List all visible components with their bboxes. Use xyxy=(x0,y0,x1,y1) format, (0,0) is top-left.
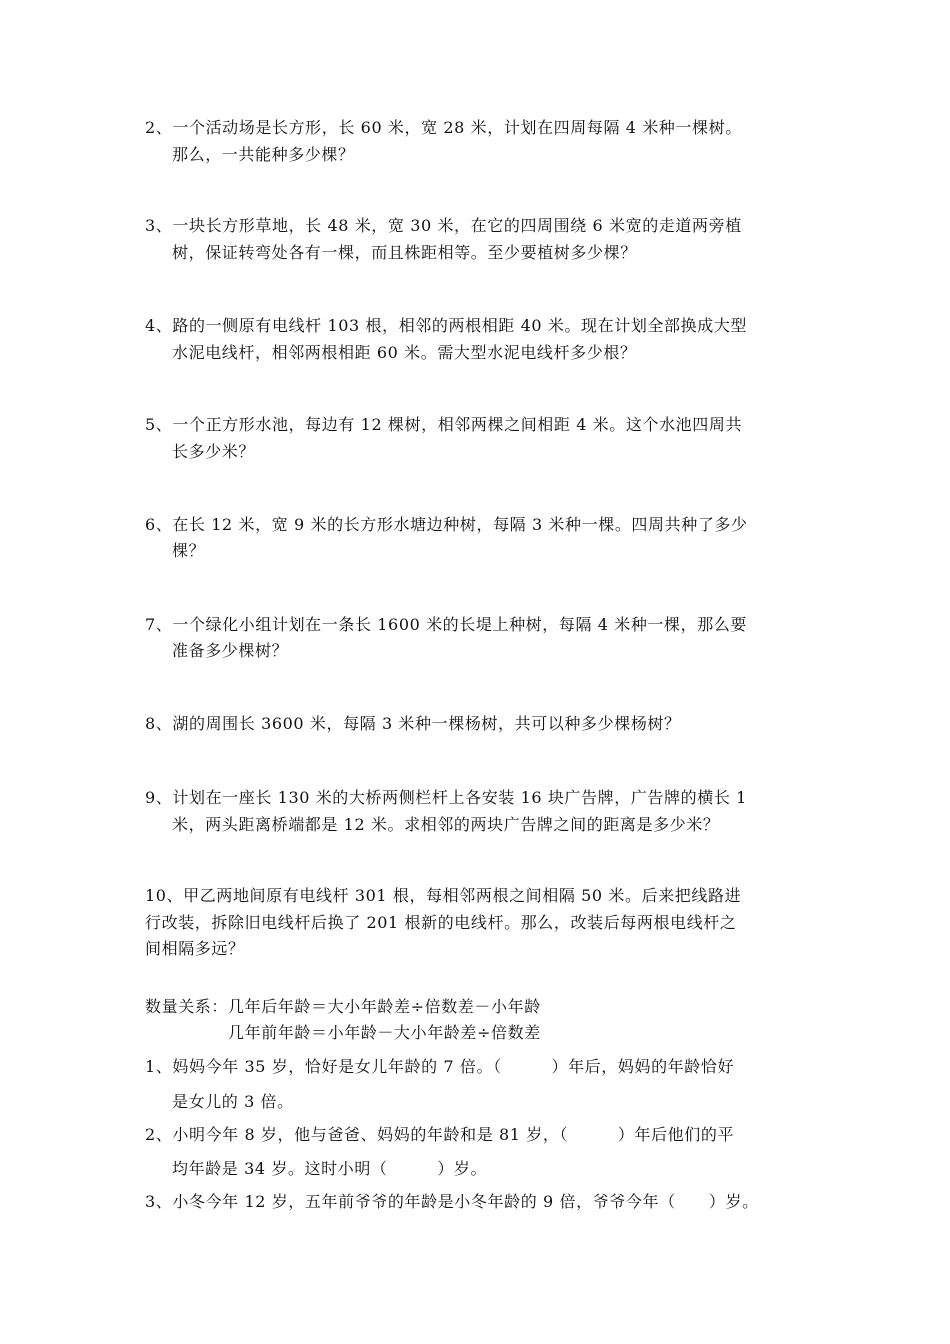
problem-4-line-2: 水泥电线杆，相邻两根相距 60 米。需大型水泥电线杆多少根？ xyxy=(172,343,637,362)
problem-6-line-2: 棵？ xyxy=(172,541,206,560)
problem-2-line-2: 那么，一共能种多少棵？ xyxy=(172,145,355,164)
relation-line-2: 几年前年龄＝小年龄－大小年龄差÷倍数差 xyxy=(228,1023,541,1042)
age-problem-3-line-1: 3、小冬今年 12 岁，五年前爷爷的年龄是小冬年龄的 9 倍，爷爷今年（ ）岁。 xyxy=(145,1192,759,1211)
age-problem-1-line-1: 1、妈妈今年 35 岁，恰好是女儿年龄的 7 倍。（ ）年后，妈妈的年龄恰好 xyxy=(145,1057,735,1076)
problem-9-line-1: 9、计划在一座长 130 米的大桥两侧栏杆上各安装 16 块广告牌，广告牌的横长 1 xyxy=(145,788,747,807)
problem-10-line-1: 10、甲乙两地间原有电线杆 301 根，每相邻两根之间相隔 50 米。后来把线路进 xyxy=(145,886,742,905)
problem-6-line-1: 6、在长 12 米，宽 9 米的长方形水塘边种树，每隔 3 米种一棵。四周共种了多少 xyxy=(145,515,748,534)
problem-3-line-2: 树，保证转弯处各有一棵，而且株距相等。至少要植树多少棵？ xyxy=(172,243,637,262)
problem-5-line-2: 长多少米？ xyxy=(172,442,256,461)
age-problem-1-line-2: 是女儿的 3 倍。 xyxy=(172,1092,294,1111)
problem-5-line-1: 5、一个正方形水池，每边有 12 棵树，相邻两棵之间相距 4 米。这个水池四周共 xyxy=(145,415,743,434)
problem-10-line-2: 行改装，拆除旧电线杆后换了 201 根新的电线杆。那么，改装后每两根电线杆之 xyxy=(145,913,737,932)
problem-2-line-1: 2、一个活动场是长方形，长 60 米，宽 28 米，计划在四周每隔 4 米种一棵树。 xyxy=(145,118,742,137)
age-problem-2-line-1: 2、小明今年 8 岁，他与爸爸、妈妈的年龄和是 81 岁，（ ）年后他们的平 xyxy=(145,1125,735,1144)
age-problem-2-line-2: 均年龄是 34 岁。这时小明（ ）岁。 xyxy=(172,1159,488,1178)
problem-10-line-3: 间相隔多远？ xyxy=(145,939,245,958)
relation-line-1: 数量关系：几年后年龄＝大小年龄差÷倍数差－小年龄 xyxy=(145,997,541,1016)
problem-3-line-1: 3、一块长方形草地，长 48 米，宽 30 米，在它的四周围绕 6 米宽的走道两旁植 xyxy=(145,216,742,235)
problem-7-line-2: 准备多少棵树？ xyxy=(172,641,289,660)
problem-7-line-1: 7、一个绿化小组计划在一条长 1600 米的长堤上种树，每隔 4 米种一棵，那么要 xyxy=(145,615,748,634)
problem-9-line-2: 米，两头距离桥端都是 12 米。求相邻的两块广告牌之间的距离是多少米？ xyxy=(172,815,720,834)
problem-8-line-1: 8、湖的周围长 3600 米，每隔 3 米种一棵杨树，共可以种多少棵杨树？ xyxy=(145,714,681,733)
problem-4-line-1: 4、路的一侧原有电线杆 103 根，相邻的两根相距 40 米。现在计划全部换成大型 xyxy=(145,316,748,335)
